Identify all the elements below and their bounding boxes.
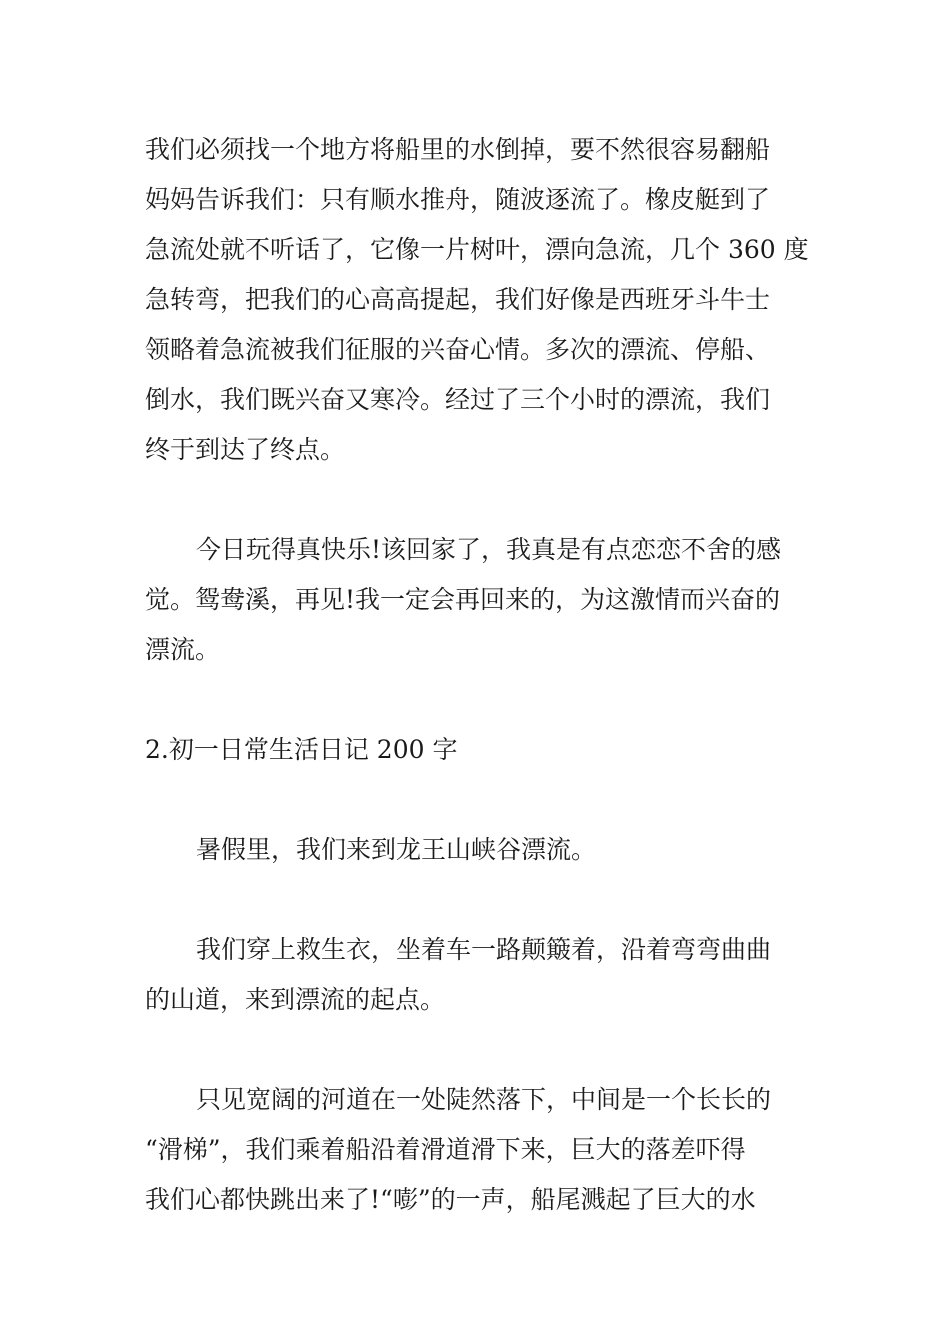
paragraph-line: 觉。鸳鸯溪，再见!我一定会再回来的，为这激情而兴奋的 bbox=[145, 585, 781, 614]
paragraph-line: 暑假里，我们来到龙王山峡谷漂流。 bbox=[196, 835, 597, 864]
paragraph-line: 的山道，来到漂流的起点。 bbox=[145, 985, 446, 1014]
section-heading: 2.初一日常生活日记 200 字 bbox=[145, 735, 458, 764]
paragraph-line: 只见宽阔的河道在一处陡然落下，中间是一个长长的 bbox=[196, 1085, 772, 1114]
paragraph-line: 我们穿上救生衣，坐着车一路颠簸着，沿着弯弯曲曲 bbox=[196, 935, 772, 964]
paragraph-line: 急转弯，把我们的心高高提起，我们好像是西班牙斗牛士 bbox=[145, 285, 771, 314]
paragraph-line: 我们必须找一个地方将船里的水倒掉，要不然很容易翻船 bbox=[145, 135, 771, 164]
paragraph-line: 领略着急流被我们征服的兴奋心情。多次的漂流、停船、 bbox=[145, 335, 771, 364]
paragraph-line: 倒水，我们既兴奋又寒冷。经过了三个小时的漂流，我们 bbox=[145, 385, 771, 414]
paragraph-line: 今日玩得真快乐!该回家了，我真是有点恋恋不舍的感 bbox=[196, 535, 782, 564]
paragraph-line: “滑梯”，我们乘着船沿着滑道滑下来，巨大的落差吓得 bbox=[145, 1135, 746, 1164]
paragraph-line: 漂流。 bbox=[145, 635, 221, 664]
paragraph-line: 急流处就不听话了，它像一片树叶，漂向急流，几个 360 度 bbox=[145, 235, 809, 264]
paragraph-line: 妈妈告诉我们：只有顺水推舟，随波逐流了。橡皮艇到了 bbox=[145, 185, 771, 214]
paragraph-line: 我们心都快跳出来了!“嘭”的一声，船尾溅起了巨大的水 bbox=[145, 1185, 756, 1214]
paragraph-line: 终于到达了终点。 bbox=[145, 435, 346, 464]
